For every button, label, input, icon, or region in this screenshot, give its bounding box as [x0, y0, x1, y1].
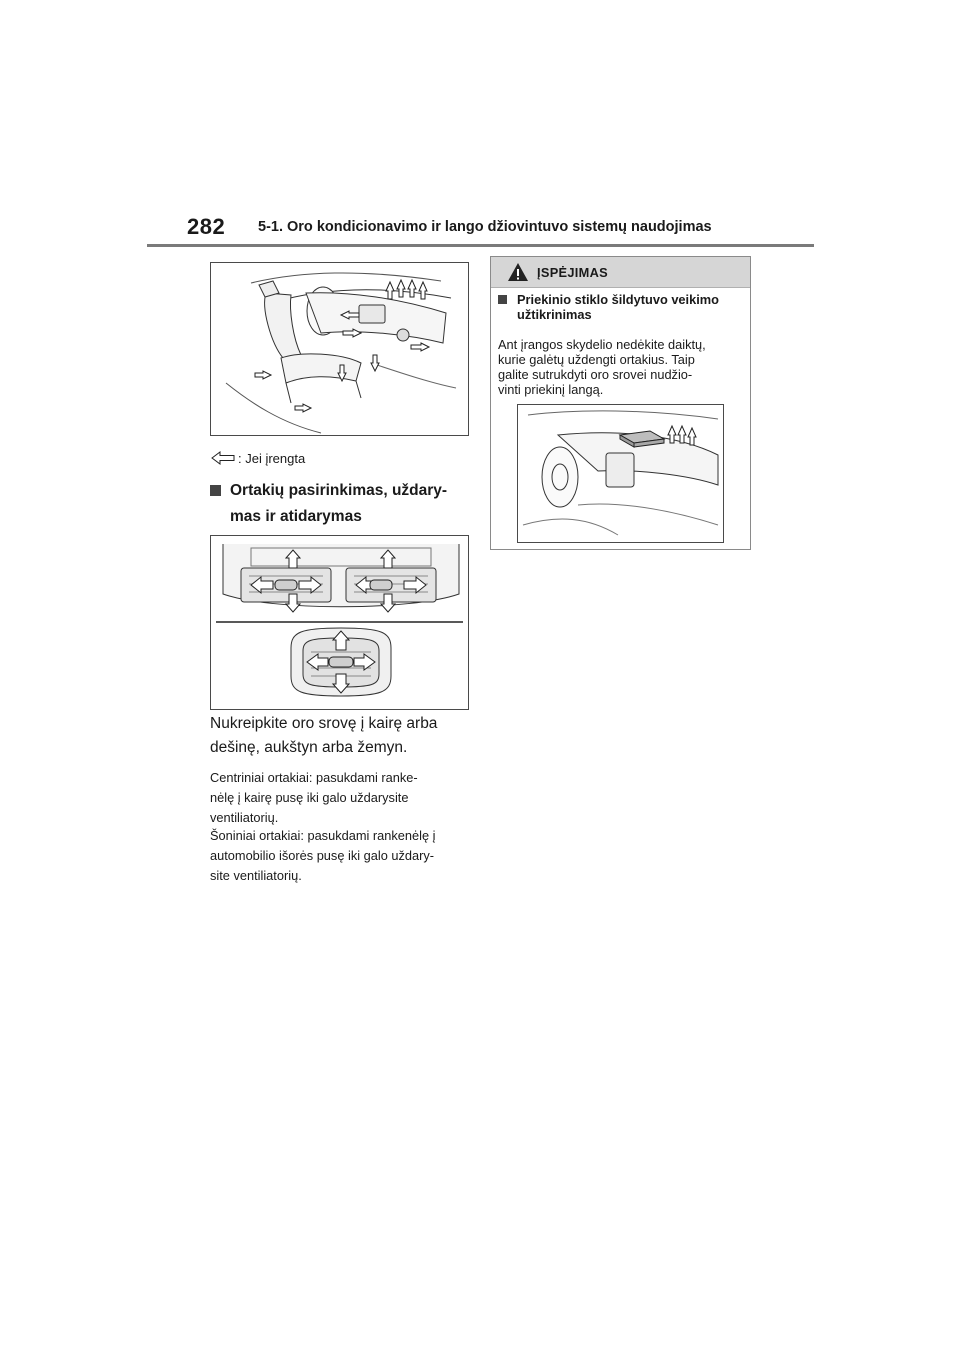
warning-subtitle-line1: Priekinio stiklo šildytuvo veikimo: [517, 292, 719, 307]
warning-title: ĮSPĖJIMAS: [537, 264, 608, 280]
center-vents-line: ventiliatorių.: [210, 810, 279, 825]
warning-triangle-icon: [507, 262, 529, 282]
warning-subtitle-line2: užtikrinimas: [517, 307, 592, 322]
side-vents-line: automobilio išorės pusę iki galo uždary-: [210, 848, 435, 863]
legend: [210, 448, 305, 468]
instruction-paragraph: [210, 712, 475, 760]
warning-text-line: galite sutrukdyti oro srovei nudžio-: [498, 367, 693, 382]
instruction-line: Nukreipkite oro srovę į kairę arba: [210, 715, 438, 732]
legend-text: : Jei įrengta: [238, 450, 306, 466]
side-vents-line: site ventiliatorių.: [210, 868, 302, 883]
side-vents-line: Šoniniai ortakiai: pasukdami rankenėlę į: [210, 828, 436, 843]
section-heading-line1: Ortakių pasirinkimas, uždary-: [230, 482, 448, 499]
warning-text-line: Ant įrangos skydelio nedėkite daiktų,: [498, 337, 706, 352]
square-bullet-icon: [498, 295, 507, 304]
center-vents-line: nėlę į kairę pusę iki galo uždarysite: [210, 790, 409, 805]
center-vents-line: Centriniai ortakiai: pasukdami ranke-: [210, 770, 418, 785]
chapter-title: 5-1. Oro kondicionavimo ir lango džiovintuvo sistemų naudojimas: [258, 219, 712, 235]
warning-text: [498, 337, 743, 397]
vent-direction-illustration: [210, 535, 469, 710]
outlined-arrow-icon: [210, 451, 236, 465]
center-vents-paragraph: [210, 768, 475, 828]
square-bullet-icon: [210, 485, 221, 496]
warning-header: [491, 257, 750, 288]
warning-subtitle: [498, 292, 743, 322]
warning-text-line: kurie galėtų uždengti ortakius. Taip: [498, 352, 695, 367]
page-number: 282: [187, 214, 226, 239]
dashboard-obstruction-illustration: [517, 404, 724, 543]
section-heading-line2: mas ir atidarymas: [230, 508, 362, 525]
header-divider: [147, 244, 814, 247]
side-vents-paragraph: [210, 826, 475, 886]
warning-text-line: vinti priekinį langą.: [498, 382, 604, 397]
cabin-airflow-illustration: [210, 262, 469, 436]
instruction-line: dešinę, aukštyn arba žemyn.: [210, 739, 408, 756]
section-heading: [210, 478, 470, 530]
